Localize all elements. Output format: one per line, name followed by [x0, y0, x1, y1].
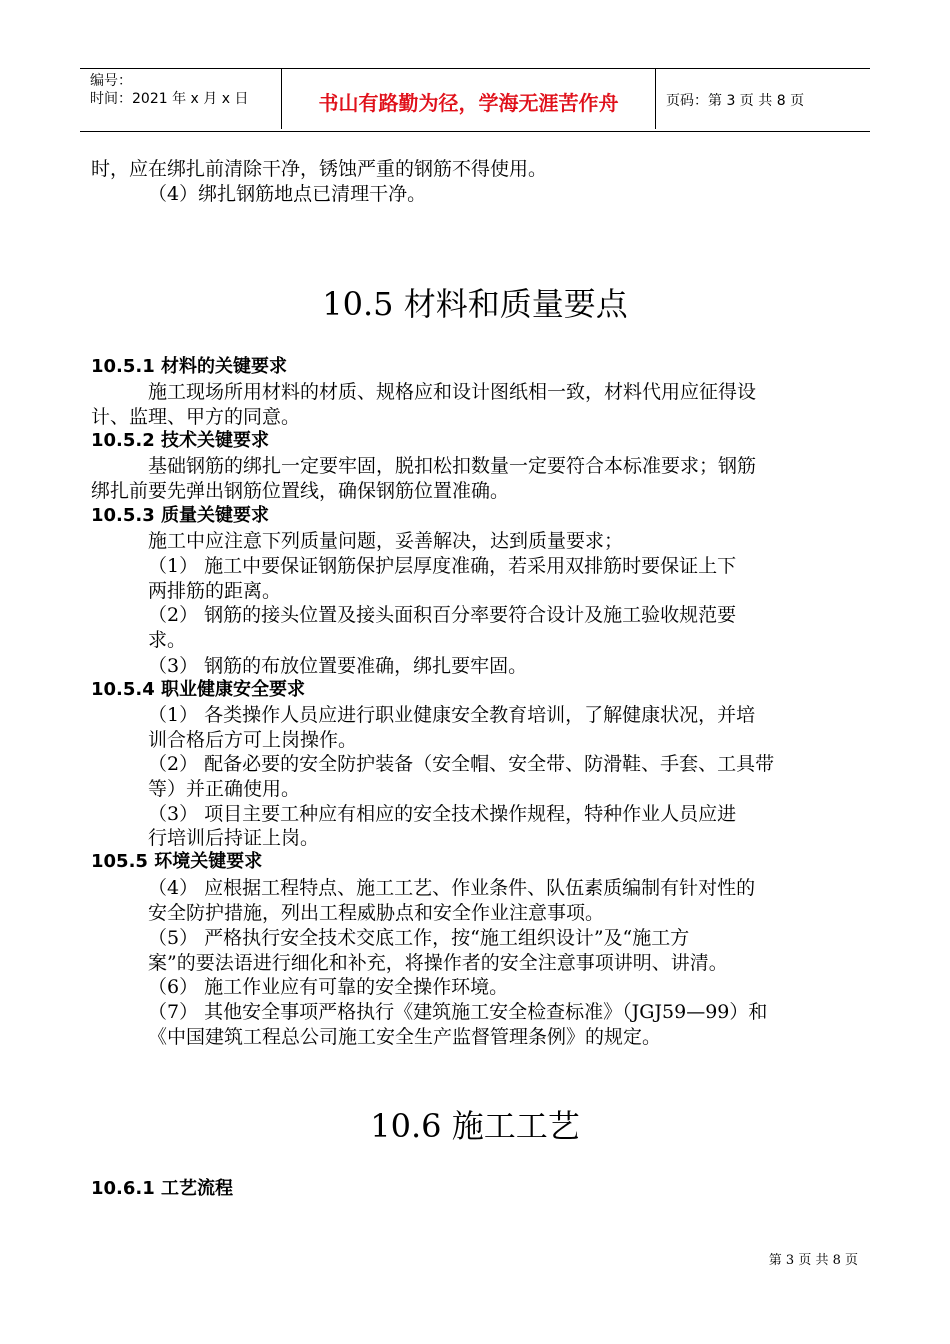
list-item-line: （2） 钢筋的接头位置及接头面积百分率要符合设计及施工验收规范要: [148, 604, 737, 626]
paragraph-line: 绑扎前要先弹出钢筋位置线，确保钢筋位置准确。: [91, 480, 510, 502]
list-item-line: （5） 严格执行安全技术交底工作，按“施工组织设计”及“施工方: [148, 927, 690, 949]
subsection-heading-10-5-3: 10.5.3 质量关键要求: [91, 505, 270, 526]
list-item-line: （4） 应根据工程特点、施工工艺、作业条件、队伍素质编制有针对性的: [148, 877, 756, 899]
page-header: [80, 68, 870, 132]
list-item-line: 安全防护措施，列出工程威胁点和安全作业注意事项。: [148, 902, 605, 924]
paragraph-line: 计、监理、甲方的同意。: [91, 406, 301, 428]
list-item-line: 求。: [148, 629, 187, 651]
subsection-heading-10-5-1: 10.5.1 材料的关键要求: [91, 356, 288, 377]
header-time-label: 时间：2021 年 x 月 x 日: [90, 91, 249, 107]
subsection-heading-10-5-2: 10.5.2 技术关键要求: [91, 430, 270, 451]
page-footer: 第 3 页 共 8 页: [768, 1253, 858, 1268]
list-item-line: （2） 配备必要的安全防护装备（安全帽、安全带、防滑鞋、手套、工具带: [148, 753, 775, 775]
list-item-line: （1） 各类操作人员应进行职业健康安全教育培训，了解健康状况，并培: [148, 704, 756, 726]
list-item-line: 等）并正确使用。: [148, 778, 301, 800]
paragraph-line: （4）绑扎钢筋地点已清理干净。: [148, 183, 427, 205]
list-item-line: 《中国建筑工程总公司施工安全生产监督管理条例》的规定。: [148, 1026, 662, 1048]
paragraph-line: 施工中应注意下列质量问题，妥善解决，达到质量要求；: [148, 530, 624, 552]
paragraph-line: 基础钢筋的绑扎一定要牢固，脱扣松扣数量一定要符合本标准要求；钢筋: [148, 455, 757, 477]
list-item-line: 训合格后方可上岗操作。: [148, 729, 358, 751]
section-heading-10-6: 10.6 施工工艺: [370, 1107, 580, 1145]
list-item-line: 行培训后持证上岗。: [148, 827, 320, 849]
subsection-heading-10-6-1: 10.6.1 工艺流程: [91, 1178, 234, 1199]
list-item-line: （6） 施工作业应有可靠的安全操作环境。: [148, 976, 509, 998]
header-page-label: 页码：第 3 页 共 8 页: [666, 93, 805, 109]
paragraph-line: 施工现场所用材料的材质、规格应和设计图纸相一致，材料代用应征得设: [148, 381, 757, 403]
header-divider: [655, 69, 656, 129]
list-item-line: （3） 钢筋的布放位置要准确，绑扎要牢固。: [148, 655, 528, 677]
list-item-line: （3） 项目主要工种应有相应的安全技术操作规程，特种作业人员应进: [148, 803, 737, 825]
subsection-heading-10-5-4: 10.5.4 职业健康安全要求: [91, 679, 306, 700]
list-item-line: 案”的要法语进行细化和补充，将操作者的安全注意事项讲明、讲清。: [148, 952, 728, 974]
subsection-heading-10-5-5: 105.5 环境关键要求: [91, 851, 263, 872]
paragraph-line: 时，应在绑扎前清除干净，锈蚀严重的钢筋不得使用。: [91, 158, 548, 180]
list-item-line: （7） 其他安全事项严格执行《建筑施工安全检查标准》（JGJ59—99）和: [148, 1001, 768, 1023]
section-heading-10-5: 10.5 材料和质量要点: [322, 285, 628, 323]
list-item-line: （1） 施工中要保证钢筋保护层厚度准确，若采用双排筋时要保证上下: [148, 555, 737, 577]
header-number-label: 编号：: [90, 73, 132, 89]
header-meta: [90, 72, 248, 108]
header-motto: 书山有路勤为径，学海无涯苦作舟: [318, 91, 619, 115]
list-item-line: 两排筋的距离。: [148, 580, 282, 602]
